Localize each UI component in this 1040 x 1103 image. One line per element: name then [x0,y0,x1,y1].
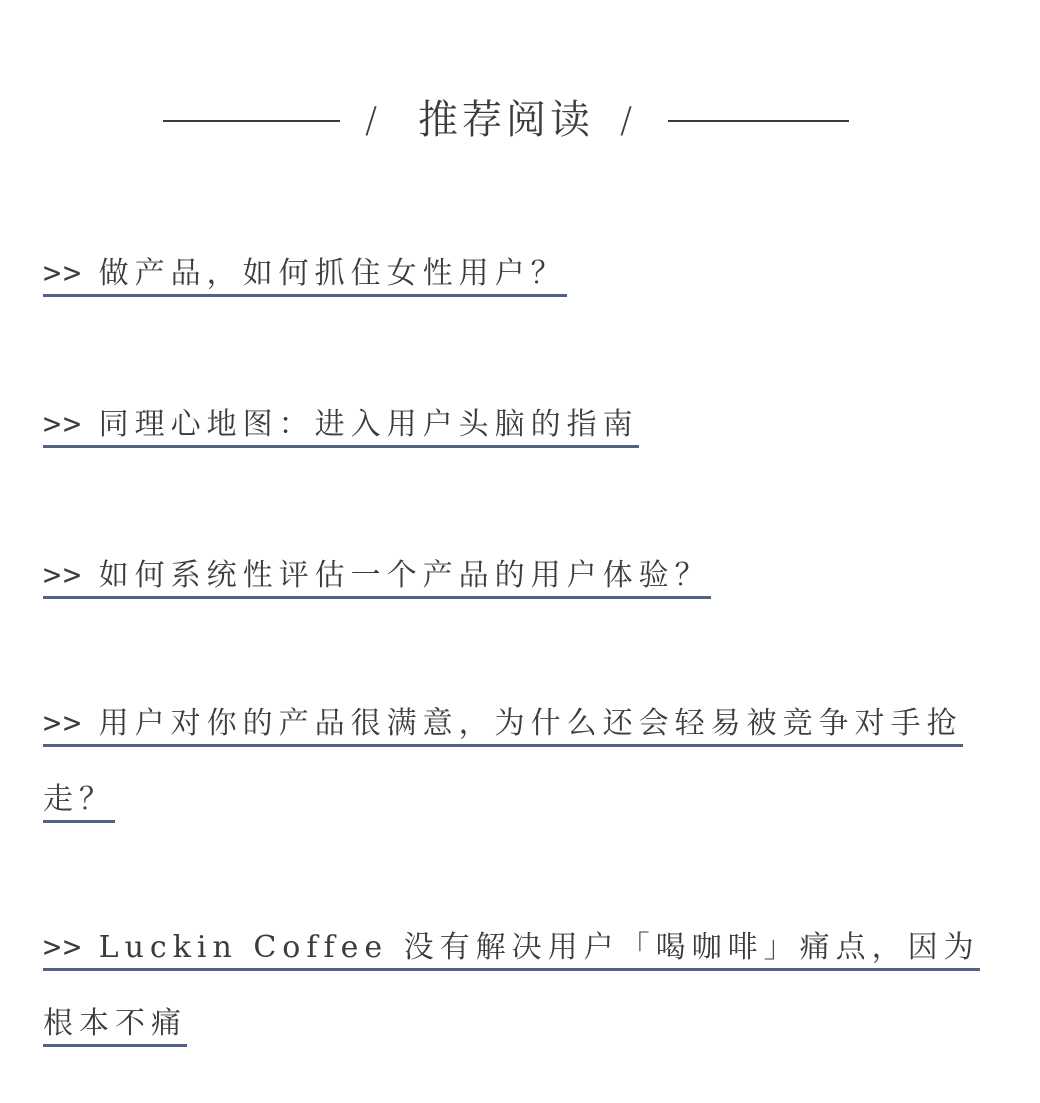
recommended-link[interactable] [43,387,983,463]
link-prefix: >> [43,930,84,965]
link-text [43,706,963,823]
link-title: 做产品，如何抓住女性用户？ [98,256,567,291]
recommended-link[interactable] [43,538,983,614]
link-prefix: >> [43,558,84,593]
link-prefix: >> [43,706,84,741]
header-rule-left [163,120,340,122]
link-prefix: >> [43,407,84,442]
header-slash-right: / [620,100,633,141]
header-rule-right [668,120,849,122]
recommended-link[interactable] [43,910,983,1062]
link-text [43,256,567,297]
link-prefix: >> [43,256,84,291]
link-text [43,407,639,448]
link-text [43,558,711,599]
recommended-link[interactable] [43,236,983,312]
recommended-reading-header [0,92,1040,152]
header-slash-left: / [365,100,378,141]
link-title: Luckin Coffee 没有解决用户「喝咖啡」痛点，因为根本不痛 [43,930,980,1041]
link-title: 同理心地图：进入用户头脑的指南 [98,407,639,442]
section-title: 推荐阅读 [418,97,594,143]
link-text [43,930,980,1047]
link-title: 如何系统性评估一个产品的用户体验？ [98,558,711,593]
link-title: 用户对你的产品很满意，为什么还会轻易被竞争对手抢走？ [43,706,963,817]
recommended-link[interactable] [43,686,983,838]
